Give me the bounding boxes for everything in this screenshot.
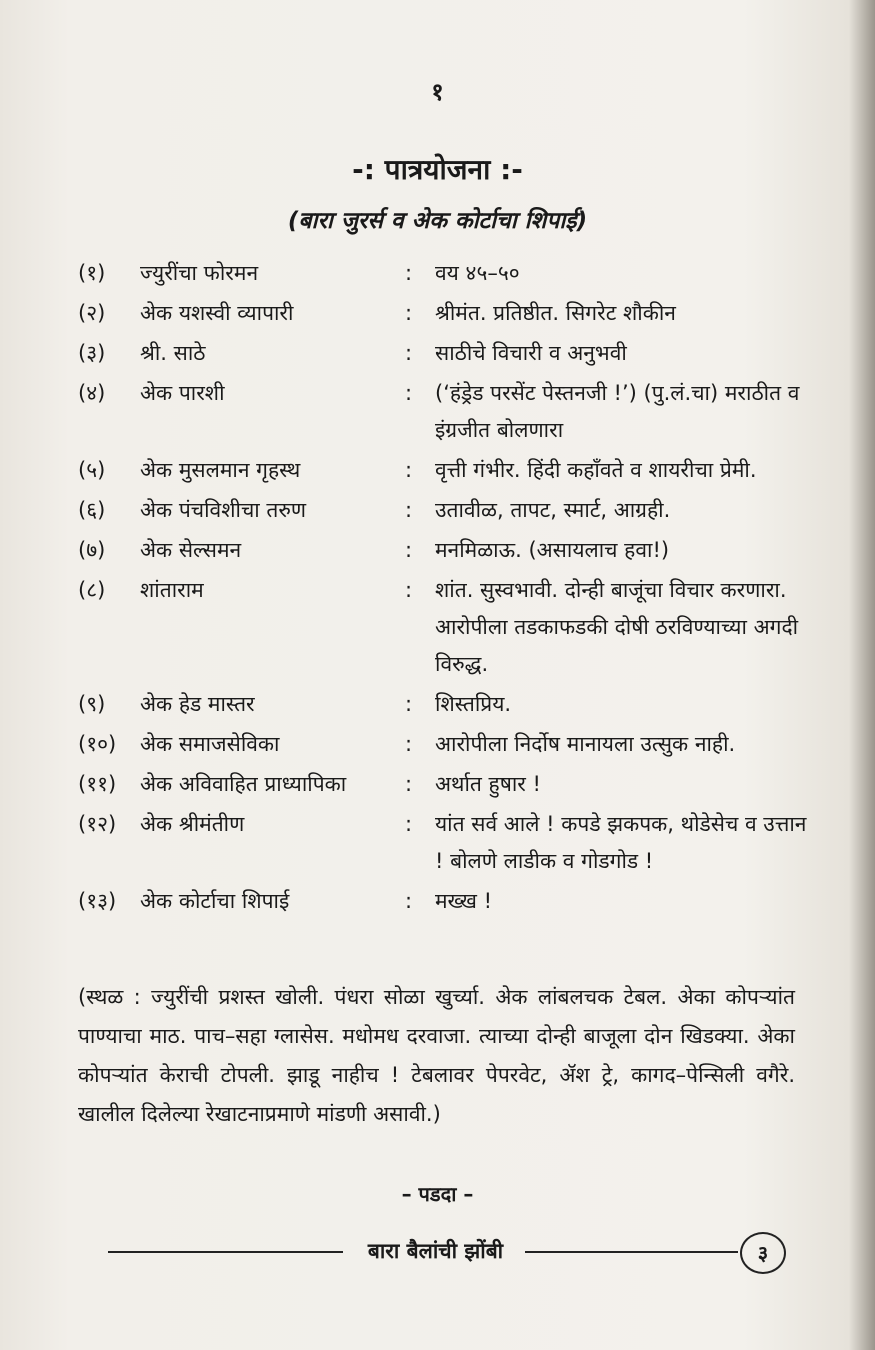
character-name: अेक कोर्टाचा शिपाई (140, 889, 290, 913)
footer-page-number: ३ (740, 1232, 786, 1274)
character-description: साठीचे विचारी व अनुभवी (435, 341, 627, 365)
page-number: १ (431, 78, 444, 106)
character-description: उतावीळ, तापट, स्मार्ट, आग्रही. (435, 498, 671, 522)
cast-number: (१२) (78, 812, 117, 836)
character-description: (‘हंड्रेड परसेंट पेस्तनजी !’) (पु.लं.चा) मराठीत व इंग्रजीत बोलणारा (435, 381, 800, 442)
page-subtitle: (बारा जुरर्स व अेक कोर्टाचा शिपाई) (287, 208, 588, 234)
separator-colon: : (405, 381, 413, 405)
cast-row (78, 686, 808, 723)
cast-number: (३) (78, 341, 106, 365)
character-description: वृत्ती गंभीर. हिंदी कहाँवते व शायरीचा प्रेमी. (435, 458, 757, 482)
cast-list (78, 255, 808, 920)
character-description: अर्थात हुषार ! (435, 772, 541, 796)
curtain-text: – पडदा – (401, 1182, 474, 1206)
cast-number: (८) (78, 578, 106, 602)
character-description: वय ४५–५० (435, 261, 520, 285)
footer-book-title: बारा बैलांची झोंबी (367, 1239, 504, 1263)
cast-row (78, 255, 808, 292)
character-name: अेक सेल्समन (140, 538, 242, 562)
cast-row (78, 492, 808, 529)
character-name: अेक पारशी (140, 381, 225, 405)
page-title: -: पात्रयोजना :- (352, 153, 523, 186)
character-name: अेक हेड मास्तर (140, 692, 255, 716)
setting-paragraph: (स्थळ : ज्युरींची प्रशस्त खोली. पंधरा सोळा खुर्च्या. अेक लांबलचक टेबल. अेका कोपऱ्यांत पाण्याचा माठ. पाच–सहा ग्लासेस. मधोमध दरवाजा. त्याच्या दोन्ही बाजूला दोन खिडक्या. अेका कोपऱ्यांत केराची टोपली. झाडू नाहीच ! टेबलावर पेपरवेट, ॲश ट्रे, कागद–पेन्सिली वगैरे. खालील दिलेल्या रेखाटनाप्रमाणे मांडणी असावी.) (78, 985, 795, 1126)
cast-number: (४) (78, 381, 106, 405)
cast-number: (९) (78, 692, 106, 716)
footer-rule-right (525, 1251, 738, 1253)
separator-colon: : (405, 772, 413, 796)
separator-colon: : (405, 458, 413, 482)
character-name: अेक अविवाहित प्राध्यापिका (140, 772, 347, 796)
cast-number: (१०) (78, 732, 117, 756)
cast-number: (११) (78, 772, 117, 796)
cast-row (78, 335, 808, 372)
footer-rule-left (108, 1251, 343, 1253)
cast-row (78, 726, 808, 763)
cast-number: (६) (78, 498, 106, 522)
separator-colon: : (405, 812, 413, 836)
character-name: अेक पंचविशीचा तरुण (140, 498, 307, 522)
separator-colon: : (405, 732, 413, 756)
character-description: आरोपीला निर्दोष मानायला उत्सुक नाही. (435, 732, 736, 756)
separator-colon: : (405, 261, 413, 285)
separator-colon: : (405, 889, 413, 913)
cast-number: (१३) (78, 889, 117, 913)
character-description: शांत. सुस्वभावी. दोन्ही बाजूंचा विचार करणारा. आरोपीला तडकाफडकी दोषी ठरविण्याच्या अगदी विरुद्ध. (435, 578, 799, 676)
cast-number: (१) (78, 261, 106, 285)
separator-colon: : (405, 498, 413, 522)
cast-row (78, 375, 808, 449)
character-name: शांताराम (140, 578, 204, 602)
character-name: श्री. साठे (140, 341, 206, 365)
character-name: अेक यशस्वी व्यापारी (140, 301, 294, 325)
cast-number: (७) (78, 538, 106, 562)
character-description: मख्ख ! (435, 889, 493, 913)
cast-row (78, 806, 808, 880)
character-description: मनमिळाऊ. (असायलाच हवा!) (435, 538, 670, 562)
character-name: अेक मुसलमान गृहस्थ (140, 458, 301, 482)
cast-row (78, 883, 808, 920)
cast-number: (५) (78, 458, 106, 482)
cast-row (78, 532, 808, 569)
separator-colon: : (405, 692, 413, 716)
character-description: यांत सर्व आले ! कपडे झकपक, थोडेसेच व उत्तान ! बोलणे लाडीक व गोडगोड ! (435, 812, 807, 873)
footer (108, 1232, 788, 1272)
separator-colon: : (405, 341, 413, 365)
cast-number: (२) (78, 301, 106, 325)
cast-row (78, 766, 808, 803)
cast-row (78, 295, 808, 332)
separator-colon: : (405, 301, 413, 325)
character-name: अेक समाजसेविका (140, 732, 280, 756)
cast-row (78, 572, 808, 683)
character-description: श्रीमंत. प्रतिष्ठीत. सिगरेट शौकीन (435, 301, 676, 325)
character-name: ज्युरींचा फोरमन (140, 261, 259, 285)
character-name: अेक श्रीमंतीण (140, 812, 245, 836)
cast-row (78, 452, 808, 489)
character-description: शिस्तप्रिय. (435, 692, 512, 716)
separator-colon: : (405, 538, 413, 562)
separator-colon: : (405, 578, 413, 602)
